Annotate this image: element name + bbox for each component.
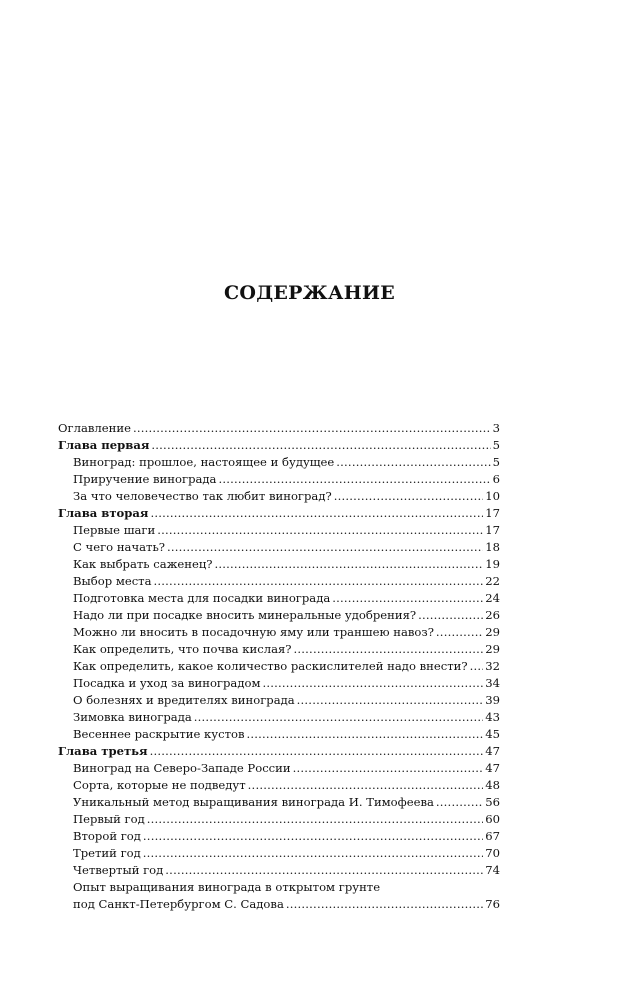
toc-entry [58,675,500,692]
toc-entry-label: С чего начать? [73,540,165,554]
toc-entry [58,811,500,828]
toc-entry-page: 34 [485,676,500,690]
toc-entry-label: Первые шаги [73,523,156,537]
toc-entry-label: Виноград на Северо-Западе России [73,761,291,775]
toc-entry-page: 47 [485,744,500,758]
toc-entry-first-line [58,879,500,896]
dot-leader [167,539,483,556]
toc-entry [58,420,500,437]
dot-leader [215,556,484,573]
toc-entry [58,624,500,641]
dot-leader [436,794,483,811]
dot-leader [151,437,490,454]
toc-entry-label: Глава первая [58,438,150,452]
toc-chapter-heading [58,743,500,760]
toc-entry [58,709,500,726]
toc-entry-page: 43 [485,710,500,724]
toc-entry [58,896,500,913]
toc-entry-label: О болезнях и вредителях винограда [73,693,295,707]
toc-entry-page: 48 [485,778,500,792]
toc-entry-page: 24 [485,591,500,605]
toc-entry [58,556,500,573]
toc-entry-page: 17 [485,523,500,537]
toc-chapter-heading [58,437,500,454]
toc-entry [58,573,500,590]
toc-entry-page: 39 [485,693,500,707]
toc-entry-label: Сорта, которые не подведут [73,778,246,792]
toc-entry-label: Виноград: прошлое, настоящее и будущее [73,455,335,469]
toc-entry-page: 19 [485,557,500,571]
dot-leader [336,454,490,471]
toc-entry [58,777,500,794]
toc-entry-page: 10 [485,489,500,503]
page-title: СОДЕРЖАНИЕ [223,282,396,304]
toc-entry-label: Второй год [73,829,141,843]
toc-entry [58,607,500,624]
toc-entry-page: 29 [485,642,500,656]
toc-entry-page: 67 [485,829,500,843]
toc-entry [58,488,500,505]
toc-entry-label: Оглавление [58,421,131,435]
dot-leader [294,641,484,658]
dot-leader [150,505,483,522]
toc-entry [58,862,500,879]
toc-entry [58,590,500,607]
toc-entry-label-continued: под Санкт-Петербургом С. Садова [73,897,284,911]
toc-entry-label: Как выбрать саженец? [73,557,213,571]
toc-chapter-heading [58,505,500,522]
toc-entry [58,641,500,658]
toc-entry-label: Выбор места [73,574,152,588]
dot-leader [332,590,483,607]
toc-entry-label: Зимовка винограда [73,710,192,724]
toc-entry-label: Первый год [73,812,145,826]
toc-entry-label: Приручение винограда [73,472,217,486]
toc-entry-label: Уникальный метод выращивания винограда И. Тимофеева [73,795,434,809]
dot-leader [334,488,484,505]
toc-entry [58,522,500,539]
toc-entry-page: 29 [485,625,500,639]
toc-entry [58,760,500,777]
toc-entry-label: Опыт выращивания винограда в открытом грунте [73,880,381,894]
toc-entry [58,726,500,743]
dot-leader [143,828,483,845]
dot-leader [154,573,484,590]
toc-entry-label: Можно ли вносить в посадочную яму или траншею навоз? [73,625,434,639]
toc-entry-label: За что человечество так любит виноград? [73,489,332,503]
toc-entry [58,454,500,471]
dot-leader [297,692,484,709]
toc-entry-label: Третий год [73,846,141,860]
toc-entry-page: 17 [485,506,500,520]
toc-entry-page: 32 [485,659,500,673]
dot-leader [247,726,484,743]
toc-entry-label: Надо ли при посадке вносить минеральные удобрения? [73,608,417,622]
toc-entry-label: Как определить, какое количество раскислителей надо внести? [73,659,468,673]
dot-leader [286,896,483,913]
dot-leader [147,811,483,828]
dot-leader [248,777,484,794]
toc-entry [58,658,500,675]
toc-entry-page: 6 [492,472,500,486]
toc-entry-page: 18 [485,540,500,554]
toc-entry [58,845,500,862]
toc-entry-page: 45 [485,727,500,741]
toc-entry-label: Как определить, что почва кислая? [73,642,292,656]
table-of-contents [58,420,500,913]
toc-entry-label: Глава третья [58,744,148,758]
toc-entry [58,828,500,845]
toc-entry-page: 74 [485,863,500,877]
toc-entry-page: 22 [485,574,500,588]
dot-leader [293,760,484,777]
toc-entry-label: Весеннее раскрытие кустов [73,727,245,741]
dot-leader [262,675,483,692]
toc-entry-label: Посадка и уход за виноградом [73,676,261,690]
dot-leader [133,420,491,437]
dot-leader [218,471,490,488]
toc-entry-label: Подготовка места для посадки винограда [73,591,331,605]
toc-entry-page: 3 [492,421,500,435]
toc-entry-page: 47 [485,761,500,775]
dot-leader [165,862,483,879]
toc-entry [58,692,500,709]
toc-entry-page: 56 [485,795,500,809]
toc-entry-page: 26 [485,608,500,622]
dot-leader [143,845,483,862]
dot-leader [157,522,483,539]
toc-entry-label: Четвертый год [73,863,164,877]
toc-entry-page: 70 [485,846,500,860]
toc-entry-label: Глава вторая [58,506,149,520]
dot-leader [150,743,484,760]
toc-entry [58,471,500,488]
toc-entry-page: 60 [485,812,500,826]
toc-entry [58,539,500,556]
toc-entry-page: 5 [492,455,500,469]
toc-entry-page: 76 [485,897,500,911]
toc-entry [58,794,500,811]
dot-leader [436,624,483,641]
dot-leader [418,607,483,624]
toc-entry-page: 5 [492,438,500,452]
dot-leader [194,709,483,726]
dot-leader [470,658,484,675]
